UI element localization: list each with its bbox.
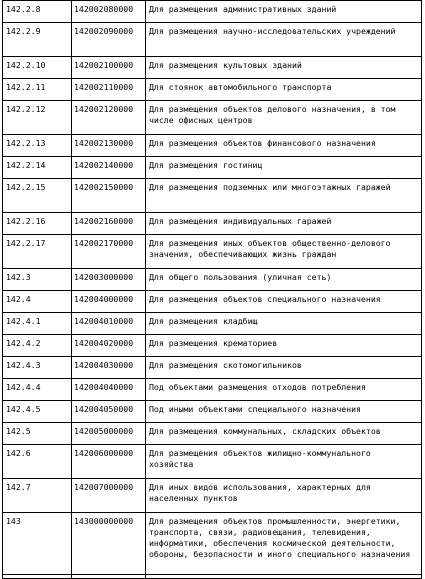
- table-row: [3, 401, 422, 423]
- table-row-partial: [3, 575, 422, 579]
- row-description-cell: Для размещения скотомогильников: [146, 357, 422, 379]
- empty-cell: [72, 575, 146, 579]
- row-description-cell: Для размещения гостиниц: [146, 157, 422, 179]
- table-row: [3, 157, 422, 179]
- row-code-cell: 142002100000: [72, 57, 146, 79]
- table-row: [3, 445, 422, 479]
- row-description-cell: Для размещения объектов специального назначения: [146, 291, 422, 313]
- row-code-cell: 142004010000: [72, 313, 146, 335]
- row-number-cell: 142.4: [3, 291, 72, 313]
- row-number-cell: 142.2.15: [3, 179, 72, 213]
- row-number-cell: 142.2.14: [3, 157, 72, 179]
- table-body: [3, 1, 422, 579]
- row-code-cell: 142002090000: [72, 23, 146, 57]
- row-number-cell: 142.2.10: [3, 57, 72, 79]
- row-description-cell: Для размещения объектов промышленности, энергетики, транспорта, связи, радиовещания, телевидения, информатики, обеспечения космической деятельности, обороны, безопасности и иного специального назначения: [146, 513, 422, 575]
- row-number-cell: 142.2.17: [3, 235, 72, 269]
- table-row: [3, 357, 422, 379]
- row-code-cell: 142007000000: [72, 479, 146, 513]
- row-number-cell: 142.6: [3, 445, 72, 479]
- row-description-cell: Для размещения объектов делового назначения, в том числе офисных центров: [146, 101, 422, 135]
- row-code-cell: 142003000000: [72, 269, 146, 291]
- table-row: [3, 335, 422, 357]
- table-row: [3, 235, 422, 269]
- row-number-cell: 142.3: [3, 269, 72, 291]
- row-description-cell: Для размещения кладбищ: [146, 313, 422, 335]
- row-code-cell: 142004030000: [72, 357, 146, 379]
- empty-cell: [3, 575, 72, 579]
- row-number-cell: 142.5: [3, 423, 72, 445]
- row-description-cell: Для размещения научно-исследовательских учреждений: [146, 23, 422, 57]
- row-number-cell: 142.4.3: [3, 357, 72, 379]
- row-number-cell: 142.2.9: [3, 23, 72, 57]
- table-row: [3, 179, 422, 213]
- table-row: [3, 423, 422, 445]
- row-number-cell: 142.4.5: [3, 401, 72, 423]
- table-row: [3, 79, 422, 101]
- row-description-cell: Для стоянок автомобильного транспорта: [146, 79, 422, 101]
- row-number-cell: 142.2.12: [3, 101, 72, 135]
- land-use-code-table: [2, 0, 422, 579]
- table-row: [3, 101, 422, 135]
- row-code-cell: 142004000000: [72, 291, 146, 313]
- row-code-cell: 142002170000: [72, 235, 146, 269]
- row-description-cell: Для размещения коммунальных, складских объектов: [146, 423, 422, 445]
- row-code-cell: 142002150000: [72, 179, 146, 213]
- row-number-cell: 142.4.2: [3, 335, 72, 357]
- row-code-cell: 143000000000: [72, 513, 146, 575]
- table-row: [3, 135, 422, 157]
- row-number-cell: 142.2.11: [3, 79, 72, 101]
- row-description-cell: Под объектами размещения отходов потребления: [146, 379, 422, 401]
- row-code-cell: 142004020000: [72, 335, 146, 357]
- row-description-cell: Для иных видов использования, характерных для населенных пунктов: [146, 479, 422, 513]
- table-row: [3, 513, 422, 575]
- row-number-cell: 142.7: [3, 479, 72, 513]
- row-description-cell: Для размещения административных зданий: [146, 1, 422, 23]
- table-row: [3, 479, 422, 513]
- row-description-cell: Под иными объектами специального назначения: [146, 401, 422, 423]
- row-number-cell: 142.2.16: [3, 213, 72, 235]
- row-description-cell: Для общего пользования (уличная сеть): [146, 269, 422, 291]
- table-row: [3, 23, 422, 57]
- row-number-cell: 142.4.4: [3, 379, 72, 401]
- row-description-cell: Для размещения крематориев: [146, 335, 422, 357]
- table-row: [3, 313, 422, 335]
- row-description-cell: Для размещения объектов жилищно-коммунального хозяйства: [146, 445, 422, 479]
- row-description-cell: Для размещения культовых зданий: [146, 57, 422, 79]
- row-code-cell: 142004040000: [72, 379, 146, 401]
- row-number-cell: 142.4.1: [3, 313, 72, 335]
- row-code-cell: 142002130000: [72, 135, 146, 157]
- table-row: [3, 379, 422, 401]
- table-row: [3, 1, 422, 23]
- table-row: [3, 291, 422, 313]
- row-description-cell: Для размещения объектов финансового назначения: [146, 135, 422, 157]
- row-number-cell: 142.2.13: [3, 135, 72, 157]
- row-code-cell: 142002110000: [72, 79, 146, 101]
- row-code-cell: 142006000000: [72, 445, 146, 479]
- empty-cell: [146, 575, 422, 579]
- row-code-cell: 142002120000: [72, 101, 146, 135]
- row-code-cell: 142002080000: [72, 1, 146, 23]
- row-code-cell: 142002160000: [72, 213, 146, 235]
- table-row: [3, 269, 422, 291]
- table-row: [3, 213, 422, 235]
- row-description-cell: Для размещения индивидуальных гаражей: [146, 213, 422, 235]
- row-number-cell: 142.2.8: [3, 1, 72, 23]
- row-code-cell: 142004050000: [72, 401, 146, 423]
- row-code-cell: 142002140000: [72, 157, 146, 179]
- row-description-cell: Для размещения подземных или многоэтажных гаражей: [146, 179, 422, 213]
- row-number-cell: 143: [3, 513, 72, 575]
- table-row: [3, 57, 422, 79]
- row-description-cell: Для размещения иных объектов общественно-делового значения, обеспечивающих жизнь граждан: [146, 235, 422, 269]
- row-code-cell: 142005000000: [72, 423, 146, 445]
